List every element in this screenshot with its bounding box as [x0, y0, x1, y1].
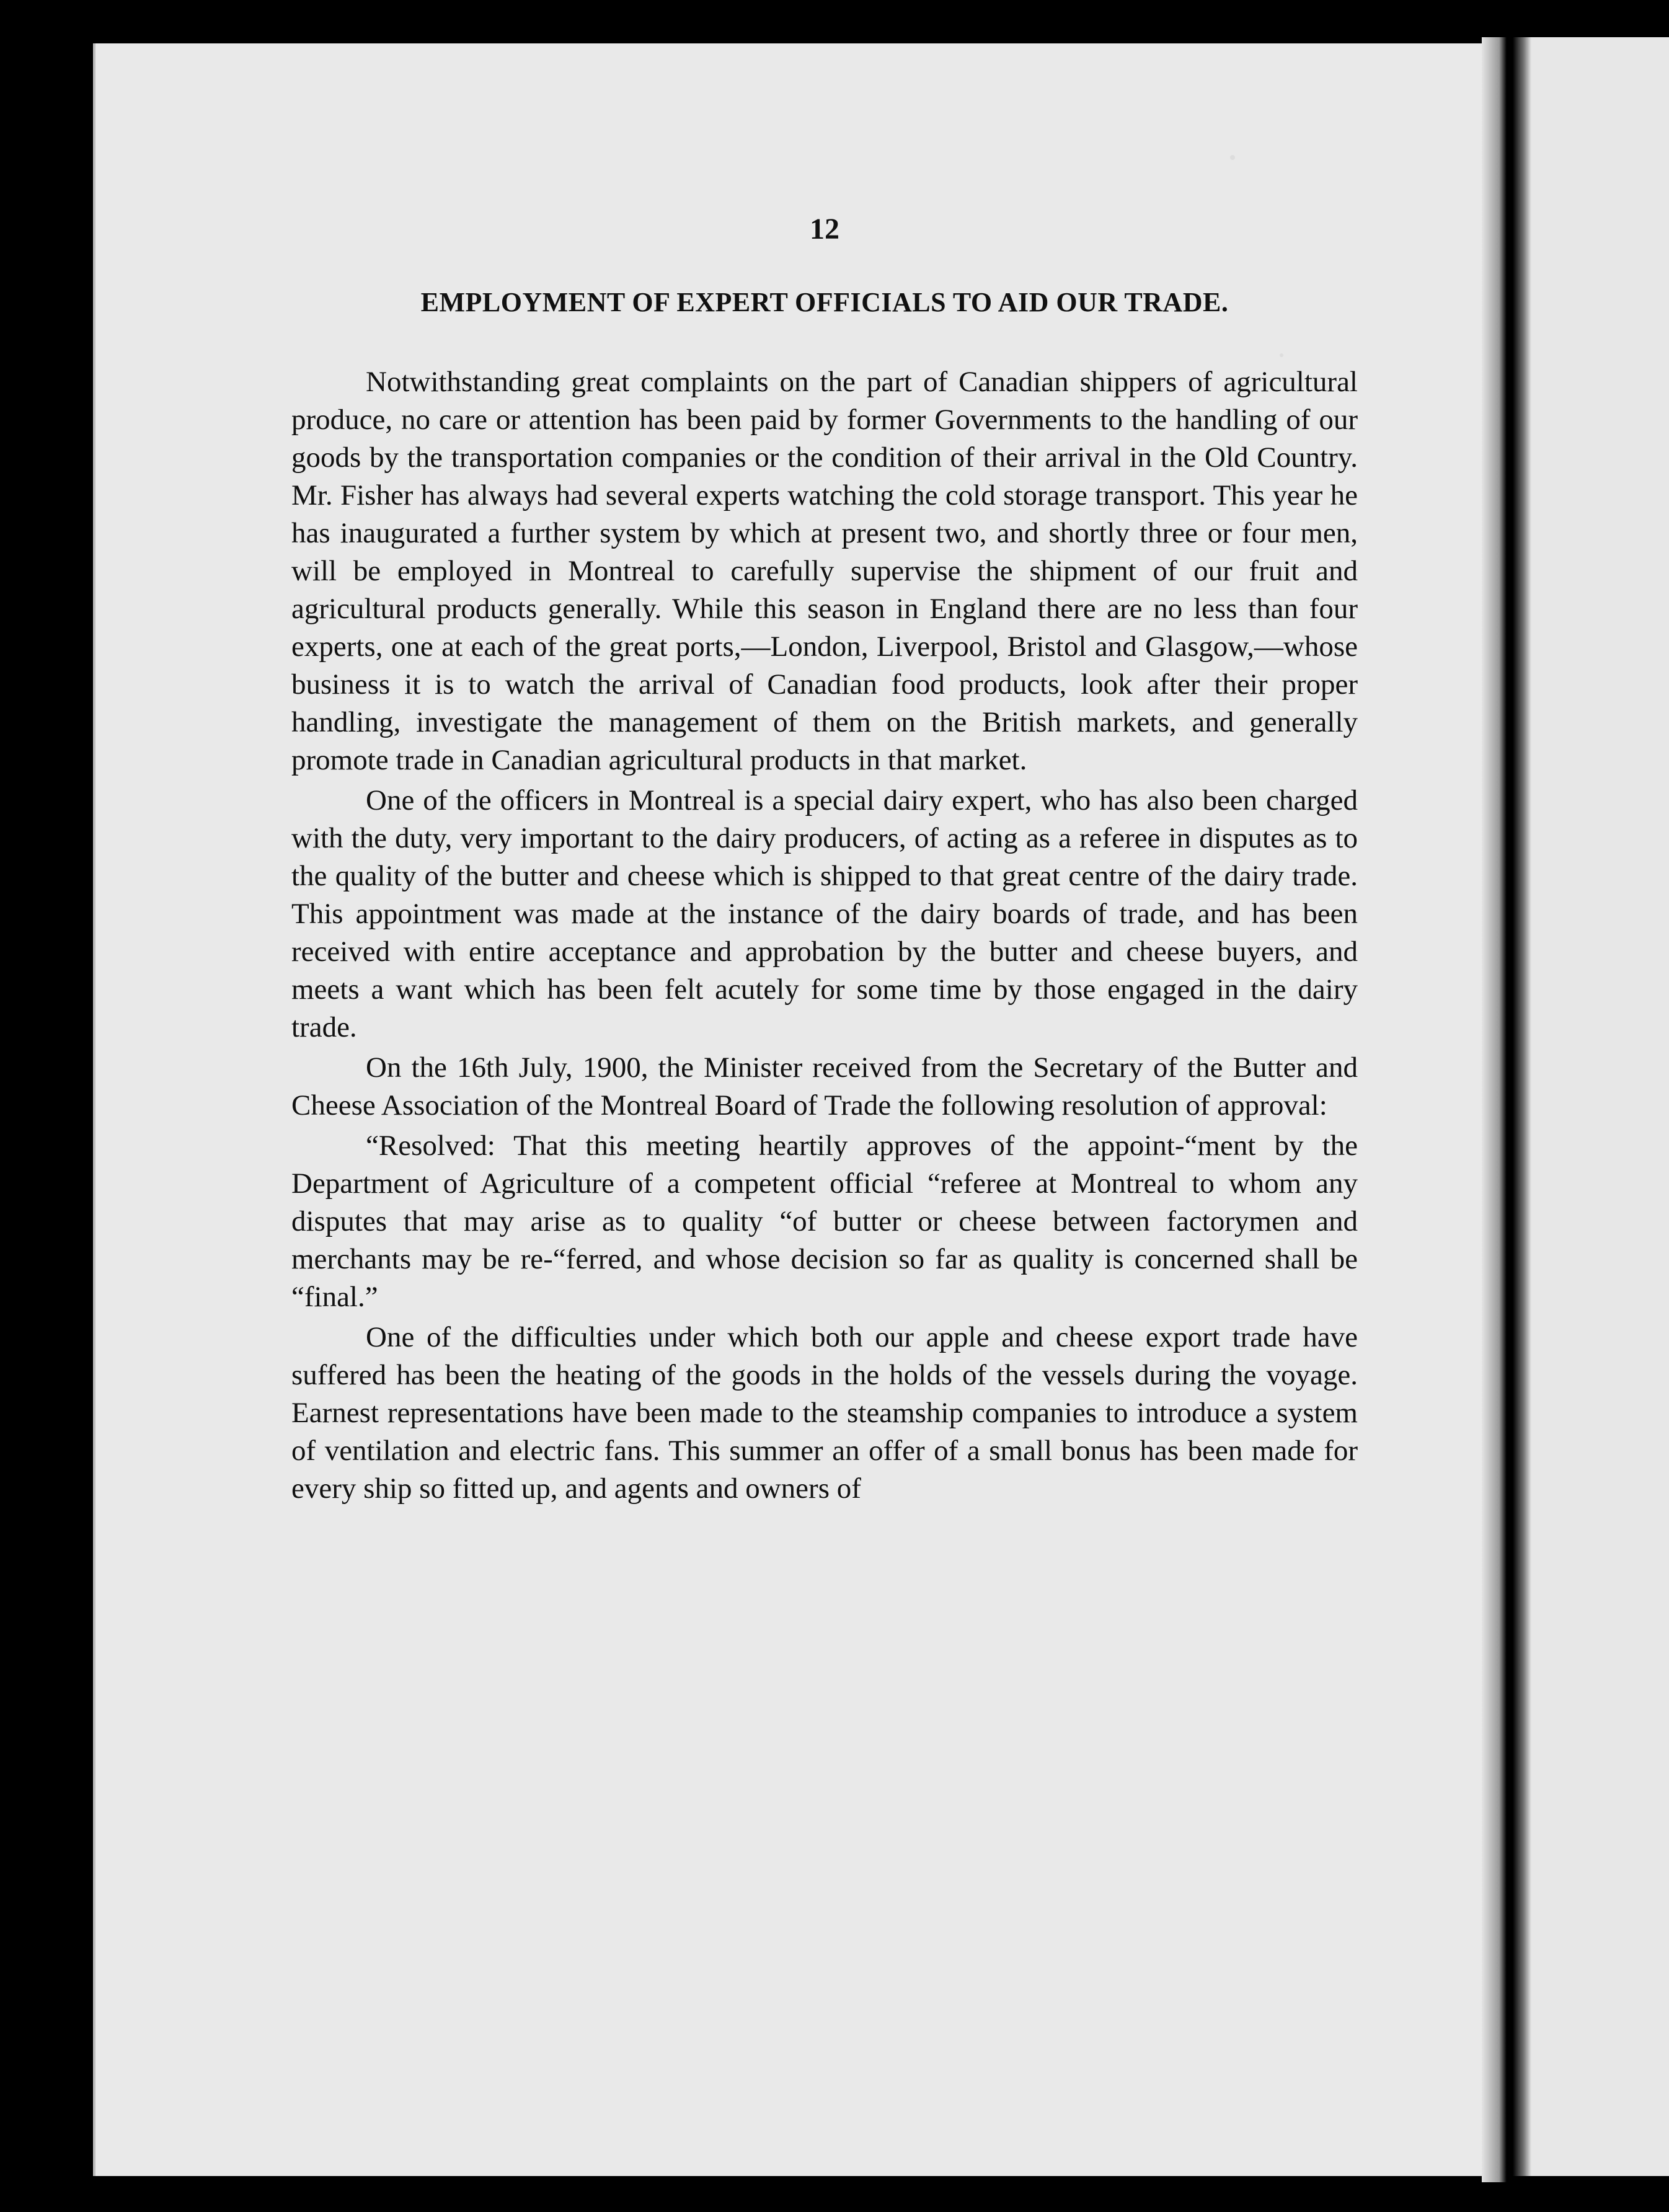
page-edge-shadow [1482, 37, 1507, 2182]
paragraph-3: On the 16th July, 1900, the Minister received from the Secretary of the Butter and Cheese Association of the Montreal Board of Trade the following resolution of approval: [291, 1051, 1358, 1121]
section-title: EMPLOYMENT OF EXPERT OFFICIALS TO AID OUR TRADE. [420, 287, 1229, 317]
page-text [291, 211, 1358, 1510]
paragraph-2: One of the officers in Montreal is a special dairy expert, who has also been charged with the duty, very important to the dairy producers, of acting as a referee in disputes as to the quality of the butter and cheese which is shipped to that great centre of the dairy trade. This appointment was made at the instance of the dairy boards of trade, and has been received with entire acceptance and approbation by the butter and cheese buyers, and meets a want which has been felt acutely for some time by those engaged in the dairy trade. [291, 784, 1358, 1043]
adjacent-page [1513, 37, 1669, 2176]
adjacent-page-gutter [1513, 37, 1531, 2176]
paragraph-5: One of the difficulties under which both our apple and cheese export trade have suffered has been the heating of the goods in the holds of the vessels during the voyage. Earnest representations have been made to the steamship companies to introduce a system of ventilation and electric fans. This summer an offer of a small bonus has been made for every ship so fitted up, and agents and owners of [291, 1321, 1358, 1505]
page-number: 12 [810, 213, 839, 246]
paragraph-1: Notwithstanding great complaints on the part of Canadian shippers of agricultural produce, no care or attention has been paid by former Governments to the handling of our goods by the transportation companies or the condition of their arrival in the Old Country. Mr. Fisher has always had several experts watching the cold storage transport. This year he has inaugurated a further system by which at present two, and shortly three or four men, will be employed in Montreal to carefully supervise the shipment of our fruit and agricultural products generally. While this season in England there are no less than four experts, one at each of the great ports,—London, Liverpool, Bristol and Glasgow,—whose business it is to watch the arrival of Canadian food products, look after their proper handling, investigate the management of them on the British markets, and generally promote trade in Canadian agricultural products in that market. [291, 366, 1358, 776]
resolution-quote: “Resolved: That this meeting heartily approves of the appoint-“ment by the Department of Agriculture of a competent official “referee at Montreal to whom any disputes that may arise as to quality “of butter or cheese between factorymen and merchants may be re-“ferred, and whose decision so far as quality is concerned shall be “final.” [291, 1130, 1358, 1313]
print-speck [1230, 155, 1235, 160]
